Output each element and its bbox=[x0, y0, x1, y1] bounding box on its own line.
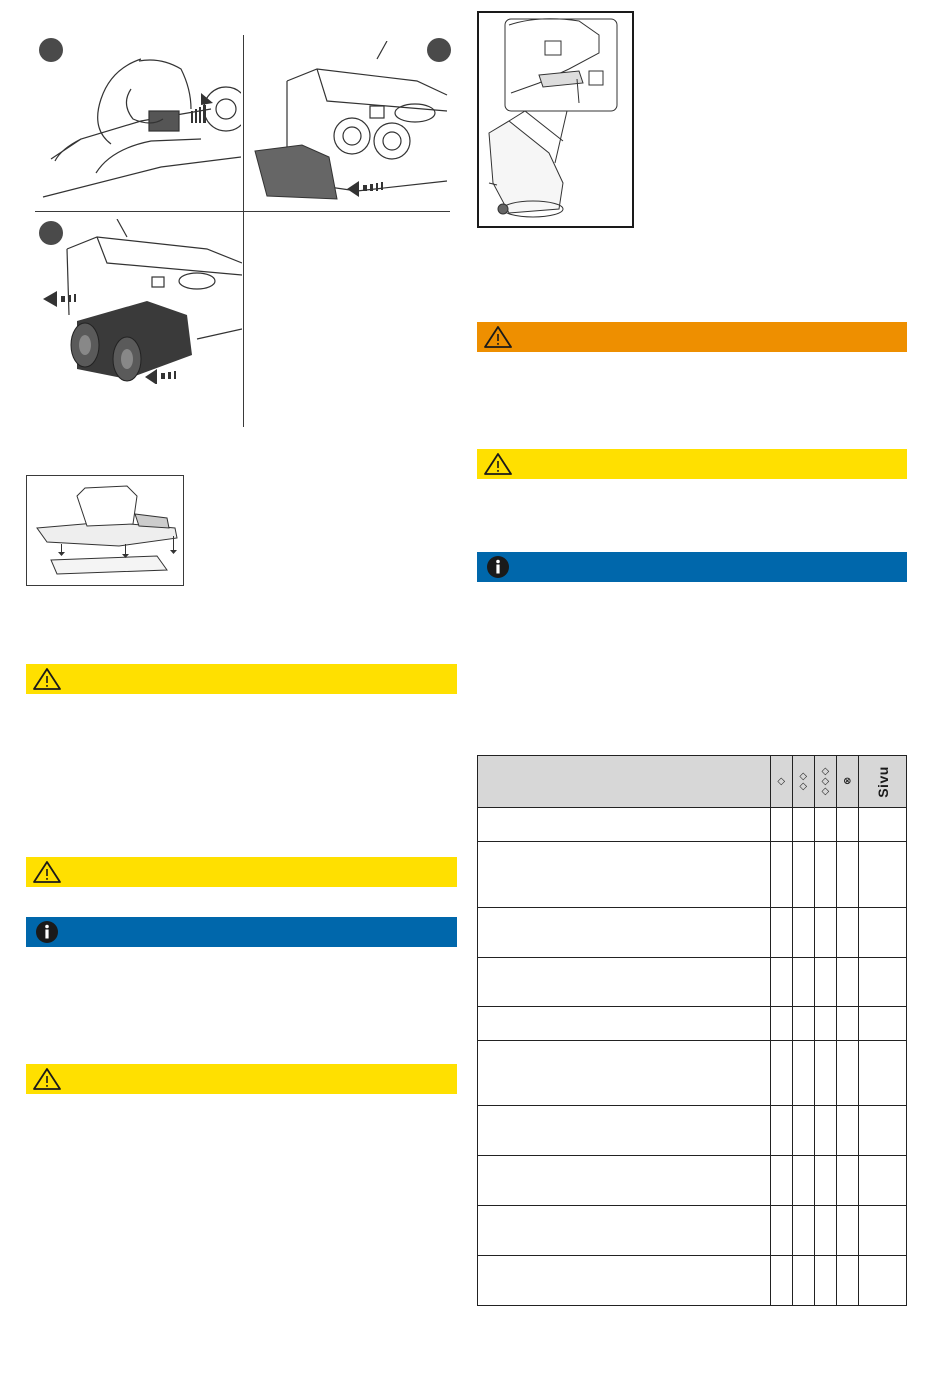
table-row bbox=[478, 1041, 907, 1106]
brush-removal-steps bbox=[35, 35, 455, 430]
page-column-label: Sivu bbox=[874, 765, 891, 798]
table-row bbox=[478, 1007, 907, 1041]
diamond-icon: ◇ bbox=[821, 765, 830, 777]
table-row bbox=[478, 1106, 907, 1156]
header-description bbox=[478, 756, 771, 808]
header-interval-monthly bbox=[814, 756, 836, 808]
info-bar-1 bbox=[26, 917, 457, 947]
grid-divider-vertical bbox=[243, 35, 244, 427]
caution-bar-2 bbox=[26, 857, 457, 887]
table-row bbox=[478, 1206, 907, 1256]
table-row bbox=[478, 958, 907, 1007]
table-row bbox=[478, 908, 907, 958]
circled-x-icon: ⊗ bbox=[843, 775, 852, 787]
grid-divider-horizontal bbox=[35, 211, 450, 212]
diamond-icon: ◇ bbox=[799, 780, 808, 792]
warning-triangle-icon bbox=[32, 1067, 62, 1091]
table-row bbox=[478, 1256, 907, 1306]
diamond-icon: ◇ bbox=[821, 775, 830, 787]
caution-bar-1 bbox=[26, 664, 457, 694]
header-page bbox=[858, 756, 906, 808]
table-row bbox=[478, 808, 907, 842]
caution-bar-3 bbox=[26, 1064, 457, 1094]
info-bar-2 bbox=[477, 552, 907, 582]
header-interval-weekly bbox=[792, 756, 814, 808]
step-1-illustration bbox=[41, 49, 241, 199]
caution-bar-4 bbox=[477, 449, 907, 479]
table-row bbox=[478, 842, 907, 908]
machine-overview-illustration bbox=[479, 13, 632, 226]
diamond-icon: ◇ bbox=[821, 785, 830, 797]
diamond-icon: ◇ bbox=[799, 770, 808, 782]
warning-triangle-icon bbox=[32, 667, 62, 691]
header-interval-daily bbox=[770, 756, 792, 808]
table-row bbox=[478, 1156, 907, 1206]
warning-bar-orange bbox=[477, 322, 907, 352]
machine-overview-figure bbox=[477, 11, 634, 228]
header-interval-service bbox=[836, 756, 858, 808]
maintenance-schedule-table bbox=[477, 755, 907, 1306]
warning-triangle-icon bbox=[483, 325, 513, 349]
info-circle-icon bbox=[32, 920, 62, 944]
step-3-illustration bbox=[37, 219, 242, 384]
info-circle-icon bbox=[483, 555, 513, 579]
warning-triangle-icon bbox=[483, 452, 513, 476]
step-2-illustration bbox=[247, 41, 452, 206]
table-header-row bbox=[478, 756, 907, 808]
warning-triangle-icon bbox=[32, 860, 62, 884]
diamond-icon: ◇ bbox=[777, 775, 786, 787]
pad-holder-figure bbox=[26, 475, 184, 586]
pad-holder-illustration bbox=[27, 476, 183, 585]
